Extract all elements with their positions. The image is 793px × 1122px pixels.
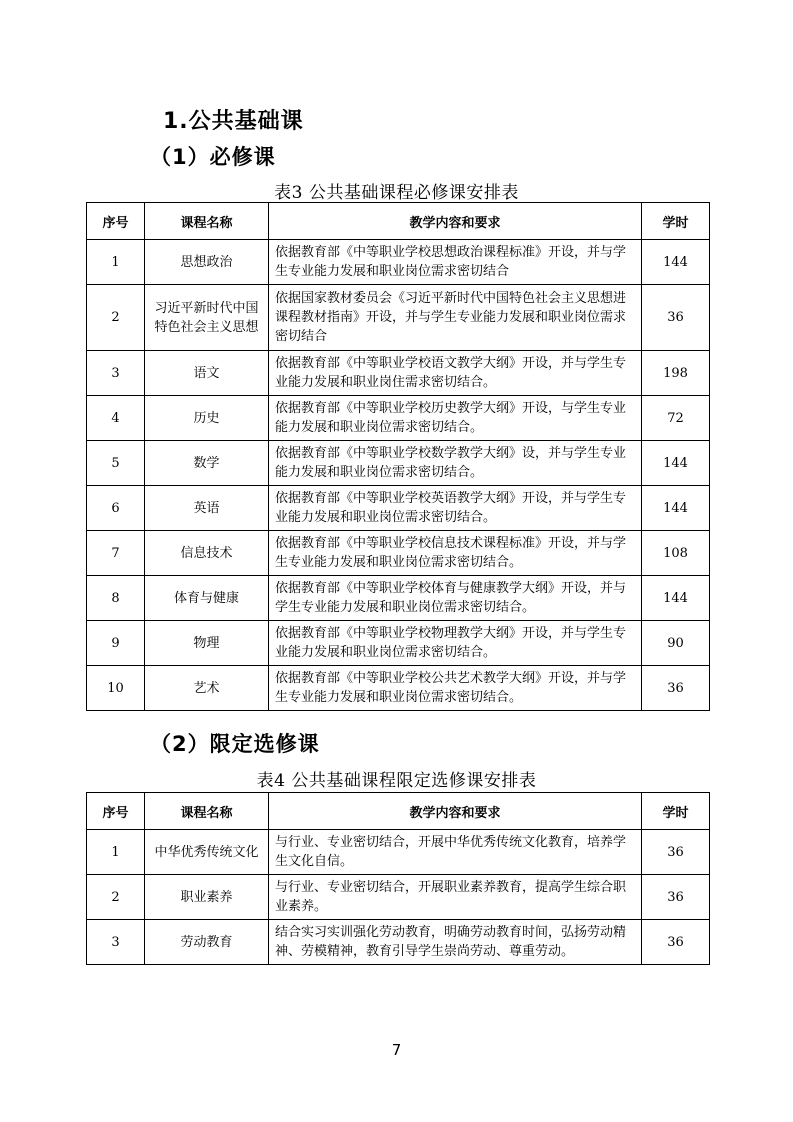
course-hours: 144 (642, 576, 710, 621)
row-no: 7 (87, 531, 145, 576)
course-hours: 90 (642, 621, 710, 666)
table-row (87, 875, 710, 920)
row-no: 1 (87, 240, 145, 285)
table3-caption: 表3 公共基础课程必修课安排表 (274, 183, 519, 203)
course-name: 语文 (145, 351, 269, 396)
table-row (87, 351, 710, 396)
course-name: 数学 (145, 441, 269, 486)
course-content: 依据教育部《中等职业学校思想政治课程标准》开设，并与学生专业能力发展和职业岗位需求密切结合 (269, 240, 642, 285)
course-content: 与行业、专业密切结合，开展中华优秀传统文化教育，培养学生文化自信。 (269, 830, 642, 875)
limited-elective-courses-table (86, 792, 710, 965)
course-content: 依据教育部《中等职业学校语文教学大纲》开设，并与学生专业能力发展和职业岗住需求密切结合。 (269, 351, 642, 396)
col-header-course: 课程名称 (145, 203, 269, 240)
table-row (87, 830, 710, 875)
course-content: 依据教育部《中等职业学校体育与健康教学大纲》开设，并与学生专业能力发展和职业岗位需求密切结合。 (269, 576, 642, 621)
course-hours: 36 (642, 666, 710, 711)
row-no: 2 (87, 875, 145, 920)
course-content: 依据教育部《中等职业学校数学教学大纲》设，并与学生专业能力发展和职业岗位需求密切结合。 (269, 441, 642, 486)
table-row (87, 666, 710, 711)
course-content: 依据教育部《中等职业学校物理教学大纲》开设，并与学生专业能力发展和职业岗位需求密切结合。 (269, 621, 642, 666)
row-no: 4 (87, 396, 145, 441)
col-header-course: 课程名称 (145, 793, 269, 830)
row-no: 5 (87, 441, 145, 486)
course-name: 艺术 (145, 666, 269, 711)
course-content: 结合实习实训强化劳动教育，明确劳动教育时间，弘扬劳动精神、劳模精神，教育引导学生崇尚劳动、尊重劳动。 (269, 920, 642, 965)
course-name: 习近平新时代中国特色社会主义思想 (145, 285, 269, 351)
table-row (87, 920, 710, 965)
course-name: 历史 (145, 396, 269, 441)
course-hours: 72 (642, 396, 710, 441)
course-hours: 36 (642, 875, 710, 920)
col-header-hours: 学时 (642, 793, 710, 830)
row-no: 3 (87, 351, 145, 396)
course-name: 思想政治 (145, 240, 269, 285)
course-name: 中华优秀传统文化 (145, 830, 269, 875)
subsection-heading-required: （1）必修课 (150, 145, 276, 169)
course-content: 依据教育部《中等职业学校信息技术课程标准》开设，并与学生专业能力发展和职业岗位需求密切结合。 (269, 531, 642, 576)
col-header-content: 教学内容和要求 (269, 203, 642, 240)
course-hours: 108 (642, 531, 710, 576)
row-no: 3 (87, 920, 145, 965)
course-name: 英语 (145, 486, 269, 531)
course-hours: 36 (642, 830, 710, 875)
course-hours: 36 (642, 920, 710, 965)
course-hours: 144 (642, 240, 710, 285)
table-row (87, 531, 710, 576)
course-hours: 36 (642, 285, 710, 351)
col-header-content: 教学内容和要求 (269, 793, 642, 830)
col-header-hours: 学时 (642, 203, 710, 240)
course-hours: 144 (642, 486, 710, 531)
table-row (87, 396, 710, 441)
col-header-no: 序号 (87, 793, 145, 830)
row-no: 2 (87, 285, 145, 351)
course-content: 依据教育部《中等职业学校公共艺术教学大纲》开设，并与学生专业能力发展和职业岗位需求密切结合。 (269, 666, 642, 711)
course-name: 体育与健康 (145, 576, 269, 621)
course-name: 物理 (145, 621, 269, 666)
col-header-no: 序号 (87, 203, 145, 240)
table-row (87, 621, 710, 666)
page-number: 7 (391, 1041, 402, 1059)
required-courses-table (86, 202, 710, 711)
subsection-heading-limited: （2）限定选修课 (150, 732, 320, 756)
row-no: 9 (87, 621, 145, 666)
row-no: 8 (87, 576, 145, 621)
table-row (87, 441, 710, 486)
course-content: 依据教育部《中等职业学校历史教学大纲》开设，与学生专业能力发展和职业岗位需求密切结合。 (269, 396, 642, 441)
course-name: 信息技术 (145, 531, 269, 576)
section-heading: 1.公共基础课 (163, 109, 304, 134)
course-content: 依据国家教材委员会《习近平新时代中国特色社会主义思想进课程教材指南》开设，并与学生专业能力发展和职业岗位需求密切结合 (269, 285, 642, 351)
course-name: 劳动教育 (145, 920, 269, 965)
table-row (87, 576, 710, 621)
row-no: 10 (87, 666, 145, 711)
course-hours: 144 (642, 441, 710, 486)
table-row (87, 285, 710, 351)
table-row (87, 240, 710, 285)
course-name: 职业素养 (145, 875, 269, 920)
table4-caption: 表4 公共基础课程限定选修课安排表 (256, 771, 537, 791)
course-content: 与行业、专业密切结合，开展职业素养教育，提高学生综合职业素养。 (269, 875, 642, 920)
course-content: 依据教育部《中等职业学校英语教学大纲》开设，并与学生专业能力发展和职业岗位需求密切结合。 (269, 486, 642, 531)
row-no: 1 (87, 830, 145, 875)
course-hours: 198 (642, 351, 710, 396)
table-row (87, 486, 710, 531)
row-no: 6 (87, 486, 145, 531)
